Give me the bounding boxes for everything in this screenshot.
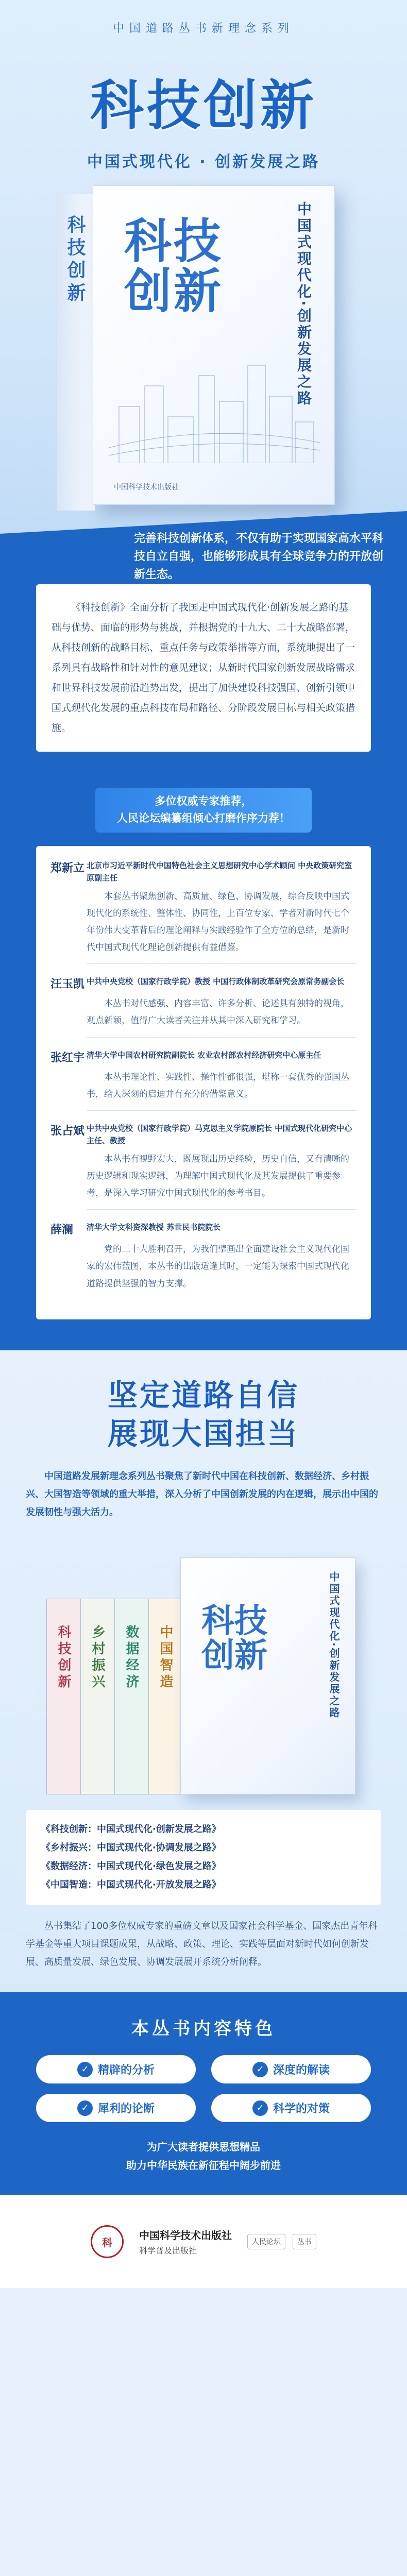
divider (87, 1110, 357, 1111)
expert-title: 清华大学中国农村研究院副院长 农业农村部农村经济研究中心原主任 (87, 1050, 321, 1060)
feature-item (211, 2055, 371, 2083)
feature-label: 深度的解读 (273, 2064, 330, 2077)
book-spine (57, 194, 96, 511)
series-book-list (26, 1810, 381, 1905)
featured-book-title-line2: 创新 (201, 1636, 267, 1675)
experts-panel (36, 846, 371, 1319)
feature-item (36, 2055, 196, 2083)
book-cover-title-line2: 创新 (124, 263, 224, 319)
partner-logos (247, 2234, 316, 2249)
features-foot-line2: 助力中华民族在新征程中阔步前进 (126, 2159, 281, 2172)
series-description: 中国道路发展新理念系列丛书聚焦了新时代中国在科技创新、数据经济、乡村振兴、大国智造等领域的重大举措，深入分析了中国创新发展的内在逻辑，展示出中国的发展韧性与强大活力。 (26, 1470, 378, 1518)
cityscape-illustration (109, 345, 320, 463)
experts-section (0, 777, 407, 1350)
partner-logo: 人民论坛 (247, 2234, 285, 2249)
book-cover-title (124, 214, 224, 319)
check-icon: ✓ (252, 2062, 268, 2077)
expert-item (50, 1049, 357, 1111)
expert-item (50, 859, 357, 964)
expert-quote: 本丛书有视野宏大，既展现出历史经验，历史自信，又有清晰的历史逻辑和现实逻辑，为理解中国式现代化及其发展提供了重要参考，是深入学习研究中国式现代化的参考书目。 (87, 1154, 349, 1199)
features-foot-line1: 为广大读者提供思想精品 (147, 2141, 260, 2154)
book-cover-subtitle: 中国式现代化·创新发展之路 (295, 201, 312, 407)
intro-paragraph: 《科技创新》全面分析了我国走中国式现代化·创新发展之路的基础与优势、面临的形势与挑战，并根据党的十九大、二十大战略部署，从科技创新的战略目标、重点任务与政策举措等方面，系统地提出了一系列具有战略性和针对性的意见建议；从新时代国家创新发展战略需求和世界科技发展前沿趋势出发，提出了加快建设科技强国、创新引领中国式现代化发展的重点科技布局和路径、分阶段发展目标与相关政策措施。 (36, 584, 371, 752)
expert-name: 薛澜 (50, 1224, 74, 1237)
series-paragraph: 丛书集结了100多位权威专家的重磅文章以及国家社会科学基金、国家杰出青年科学基金等重大项目课题成果，从战略、政策、理论、实践等层面对新时代如何创新发展、高质量发展、绿色发展、协调发展展开系统分析阐释。 (26, 1920, 378, 1968)
divider (87, 963, 357, 964)
experts-heading-line1: 多位权威专家推荐， (155, 794, 252, 807)
footer (0, 2195, 407, 2288)
featured-book-title-line1: 科技 (201, 1602, 267, 1640)
book-front-cover (93, 185, 335, 505)
series-title-line2: 展现大国担当 (107, 1416, 299, 1452)
expert-name: 汪玉凯 (50, 978, 85, 991)
features-title: 本丛书内容特色 (131, 2019, 276, 2040)
check-icon: ✓ (77, 2062, 93, 2077)
feature-label: 科学的对策 (273, 2103, 330, 2116)
divider (87, 1209, 357, 1210)
publisher-logo: 科 (91, 2225, 124, 2258)
expert-quote: 党的二十大胜利召开，为我们擘画出全面建设社会主义现代化国家的宏伟蓝图，本丛书的出版适逢其时，一定能为探索中国式现代化道路提供坚强的智力支撑。 (87, 1244, 349, 1289)
publisher-name: 中国科学技术出版社 (139, 2229, 232, 2242)
feature-item (211, 2094, 371, 2122)
expert-quote: 本套丛书聚焦创新、高质量、绿色、协调发展，综合反映中国式现代化的系统性、整体性、协同性，上百位专家、学者对新时代七个年份伟大变革背后的理论阐释与实践经验作了全方位的总结，是新时代中国式现代化理论创新提供有益借鉴。 (87, 891, 349, 953)
hero-title: 科技创新 (90, 74, 317, 137)
book-cover-title-line1: 科技 (124, 214, 224, 269)
series-book-list-item: 《中国智造：中国式现代化·开放发展之路》 (41, 1879, 221, 1890)
expert-title: 中共中央党校（国家行政学院）教授 中国行政体制改革研究会原常务副会长 (87, 977, 345, 987)
experts-heading-line2: 人民论坛编纂组倾心打磨作序力荐！ (117, 812, 290, 825)
book-spine-title: 科技创新 (56, 1624, 71, 1691)
featured-book-subtitle: 中国式现代化·创新发展之路 (328, 1571, 340, 1719)
experts-heading (95, 788, 312, 833)
publisher-subname: 科学普及出版社 (139, 2246, 197, 2256)
expert-name: 郑新立 (50, 861, 85, 875)
banner-text: 完善科技创新体系，不仅有助于实现国家高水平科技自立自强，也能够形成具有全球竞争力的开放创新生态。 (134, 532, 384, 582)
feature-item (36, 2094, 196, 2122)
expert-title: 北京市习近平新时代中国特色社会主义思想研究中心学术顾问 中央政策研究室原副主任 (87, 860, 352, 883)
book-spine-title: 乡村振兴 (90, 1624, 105, 1691)
series-book-list-item: 《科技创新：中国式现代化·创新发展之路》 (41, 1823, 221, 1835)
expert-name: 张占斌 (50, 1124, 85, 1138)
series-section (0, 1350, 407, 1992)
partner-logo: 丛书 (293, 2234, 316, 2249)
expert-item (50, 1221, 357, 1292)
book-spine-title: 科技创新 (64, 215, 86, 306)
expert-item (50, 1122, 357, 1210)
book-spine-title: 中国智造 (158, 1624, 173, 1691)
series-book-list-item: 《乡村振兴：中国式现代化·协调发展之路》 (41, 1842, 221, 1853)
book-set-image (26, 1537, 381, 1805)
publisher-info (139, 2227, 232, 2256)
feature-label: 精辟的分析 (97, 2064, 155, 2077)
expert-quote: 本丛书理论性、实践性、操作性都很强，堪称一套优秀的强国丛书，给人深刻的启迪并有充分的借鉴意义。 (87, 1072, 349, 1099)
check-icon: ✓ (252, 2100, 268, 2116)
hero-subtitle: 中国式现代化 · 创新发展之路 (87, 153, 320, 171)
featured-book-cover (180, 1557, 355, 1794)
book-cover-image (57, 185, 345, 515)
series-title (26, 1376, 381, 1454)
expert-quote: 本丛书对代感强、内容丰富、许多分析、论述具有独特的视角，观点新颖，值得广大读者关注并从其中深入研究和学习。 (87, 998, 349, 1026)
feature-label: 犀利的论断 (97, 2103, 155, 2116)
intro-section (0, 532, 407, 777)
features-grid (36, 2055, 371, 2122)
check-icon: ✓ (77, 2100, 93, 2116)
expert-title: 中共中央党校（国家行政学院）马克思主义学院原院长 中国式现代化研究中心主任、教授 (87, 1123, 352, 1145)
featured-book-title (201, 1604, 267, 1673)
expert-item (50, 975, 357, 1037)
expert-name: 张红宇 (50, 1051, 85, 1064)
series-title-line1: 坚定道路自信 (107, 1377, 299, 1413)
divider (87, 1037, 357, 1038)
features-footer-text (36, 2138, 371, 2175)
book-cover-publisher: 中国科学技术出版社 (114, 483, 179, 492)
expert-title: 清华大学文科资深教授 苏世民书院院长 (87, 1223, 221, 1232)
book-spine-title: 数据经济 (124, 1624, 139, 1691)
hero-section (0, 0, 407, 567)
series-label: 中国道路丛书新理念系列 (112, 22, 294, 35)
features-section (0, 1992, 407, 2195)
series-book-list-item: 《数据经济：中国式现代化·绿色发展之路》 (41, 1860, 221, 1872)
